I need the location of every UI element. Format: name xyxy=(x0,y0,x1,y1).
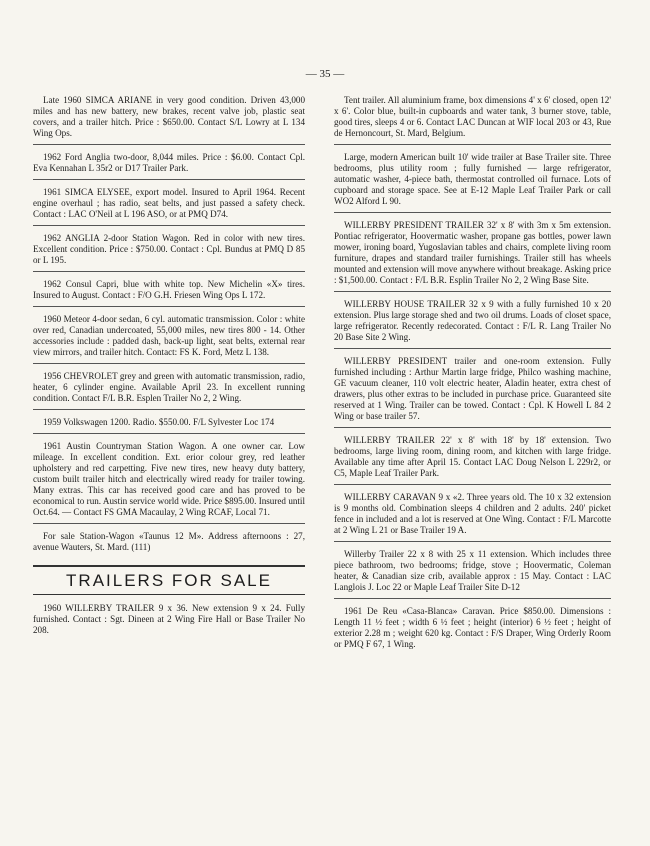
ad-text: WILLERBY PRESIDENT trailer and one-room extension. Fully furnished including : Arthur Martin large fridge, Philco washing machine, GE vacuum cleaner, 110 volt electric heater, Aladin heater, extra chest of drawers, plus other extras to be included in purchase price. Guaranteed site reserved at 1 Wing. Trailer can be towed. Contact : Cpl. K Howell L 84 2 Wing or base trailer 57. xyxy=(334,356,611,421)
classified-ad xyxy=(334,299,611,349)
classified-ad xyxy=(33,187,305,226)
classified-ad xyxy=(334,549,611,599)
ad-text: Tent trailer. All aluminium frame, box dimensions 4' x 6' closed, open 12' x 6'. Color blue, built-in cupboards and water tank, 3 burner stove, table, good tires, sleeps 4 or 6. Contact LAC Duncan at WIF local 203 or 43, Rue de Hernoncourt, St. Mard, Belgium. xyxy=(334,95,611,138)
ad-text: 1962 Consul Capri, blue with white top. New Michelin «X» tires. Insured to August. Contact : F/O G.H. Friesen Wing Ops L 172. xyxy=(33,279,305,300)
ad-text: WILLERBY TRAILER 22' x 8' with 18' by 18' extension. Two bedrooms, large living room, dining room, and kitchen with large fridge. Available any time after April 15. Contact LAC Doug Nelson L 229r2, or C5, Maple Leaf Trailer Park. xyxy=(334,435,611,478)
classified-ad xyxy=(33,603,305,641)
section-heading: TRAILERS FOR SALE xyxy=(33,565,305,595)
classified-ad xyxy=(334,356,611,428)
right-column xyxy=(334,95,611,662)
classified-ad xyxy=(33,152,305,180)
ad-text: 1961 SIMCA ELYSEE, export model. Insured to April 1964. Recent engine overhaul ; has radio, seat belts, and just passed a safety check. Contact : LAC O'Neil at L 196 ASO, or at PMQ D74. xyxy=(33,187,305,219)
ad-text: 1959 Volkswagen 1200. Radio. $550.00. F/L Sylvester Loc 174 xyxy=(43,417,275,427)
ad-text: WILLERBY HOUSE TRAILER 32 x 9 with a fully furnished 10 x 20 extension. Plus large storage shed and two oil drums. Loads of closet space, large refrigerator. Recently redecorated. Contact : F/L R. Lang Trailer No 20 Base Site 2 Wing. xyxy=(334,299,611,342)
classified-ad xyxy=(33,371,305,410)
classified-ad xyxy=(334,606,611,655)
ad-text: WILLERBY CARAVAN 9 x «2. Three years old. The 10 x 32 extension is 9 months old. Combination sleeps 4 children and 2 adults. 240' picket fence in included and a lot is reserved at One Wing. Contact : F/L Marcotte at 2 Wing L 21 or Base Trailer 19 A. xyxy=(334,492,611,535)
classified-ad xyxy=(33,314,305,364)
ad-text: 1962 ANGLIA 2-door Station Wagon. Red in color with new tires. Excellent condition. Price : $750.00. Contact : Cpl. Bundus at PMQ D 85 or L 195. xyxy=(33,233,305,265)
classified-ad xyxy=(334,435,611,485)
classified-ad xyxy=(33,417,305,434)
ad-text: 1961 Austin Countryman Station Wagon. A one owner car. Low mileage. In excellent condition. Ext. erior colour grey, red leather upholstery and red carpetting. Five new tires, new heavy duty battery, custom built trailer hitch and electrically wired ready for trailer towing. Many extras. This car has received good care and has proved to be economical to run. Austin service world wide. Price $895.00. Insured until Oct.64. — Contact FS GMA Macaulay, 2 Wing RCAF, Local 71. xyxy=(33,441,305,517)
ad-text: Large, modern American built 10' wide trailer at Base Trailer site. Three bedrooms, plus utility room ; fully furnished — large refrigerator, automatic washer, 4-piece bath, thermostat controlled oil furnace. Lots of cupboard and storage space. See at E-12 Maple Leaf Trailer Park or call WO2 Alford L 90. xyxy=(334,152,611,206)
classified-ad xyxy=(33,531,305,558)
ad-text: 1961 De Reu «Casa-Blanca» Caravan. Price $850.00. Dimensions : Length 11 ½ feet ; width 6 ½ feet ; height (interior) 6 ½ feet ; height of exterior 2.28 m ; weight 620 kg. Contact : F/S Draper, Wing Orderly Room or PMQ F 67, 1 Wing. xyxy=(334,606,611,649)
page-number: — 35 — xyxy=(305,68,345,80)
ad-text: 1956 CHEVROLET grey and green with automatic transmission, radio, heater, 6 cylinder engine. Available April 23. In excellent running condition. Contact F/L B.R. Esplen Trailer No 2, 2 Wing. xyxy=(33,371,305,403)
ad-text: 1962 Ford Anglia two-door, 8,044 miles. Price : $6.00. Contact Cpl. Eva Kennahan L 35r2 or D17 Trailer Park. xyxy=(33,152,305,173)
ad-text: WILLERBY PRESIDENT TRAILER 32' x 8' with 3m x 5m extension. Pontiac refrigerator, Hoovermatic washer, propane gas bottles, power lawn mower, ironing board, Yugoslavian tables and chairs, complete living room furniture, drapes and standard trailer furnishings. Trailer still has wheels mounted and extension will move anywhere without breakage. Asking price : $1,500.00. Contact : F/L B.R. Esplin Trailer No 2, 2 Wing Base Site. xyxy=(334,220,611,285)
ad-text: Willerby Trailer 22 x 8 with 25 x 11 extension. Which includes three piece bathroom, two bedrooms; fridge, stove ; Hoovermatic, Coleman heater, & Canadian size crib, available approx : 15 May. Contact : LAC Langlois J. Loc 22 or Maple Leaf Trailer Site D-12 xyxy=(334,549,611,592)
classified-ad xyxy=(33,441,305,524)
ad-text: For sale Station-Wagon «Taunus 12 M». Address afternoons : 27, avenue Wauters, St. Mard. (111) xyxy=(33,531,305,552)
ad-text: 1960 WILLERBY TRAILER 9 x 36. New extension 9 x 24. Fully furnished. Contact : Sgt. Dineen at 2 Wing Fire Hall or Base Trailer No 208. xyxy=(33,603,305,635)
classified-ad xyxy=(334,95,611,145)
classified-ad xyxy=(334,220,611,292)
classified-ad xyxy=(33,233,305,272)
classified-ad xyxy=(33,279,305,307)
ad-text: 1960 Meteor 4-door sedan, 6 cyl. automatic transmission. Color : white over red, Canadian undercoated, 55,000 miles, new tires 800 - 14. Other accessories include : padded dash, back-up light, seat belts, external rear view mirrors, and trailer hitch. Contact: FS K. Ford, Metz L 138. xyxy=(33,314,305,357)
left-column xyxy=(33,95,305,648)
classified-ad xyxy=(33,95,305,145)
classified-ad xyxy=(334,492,611,542)
ad-text: Late 1960 SIMCA ARIANE in very good condition. Driven 43,000 miles and has new battery, new brakes, recent valve job, plastic seat covers, and a trailer hitch. Price : $650.00. Contact S/L Lowry at L 134 Wing Ops. xyxy=(33,95,305,138)
classified-ad xyxy=(334,152,611,213)
